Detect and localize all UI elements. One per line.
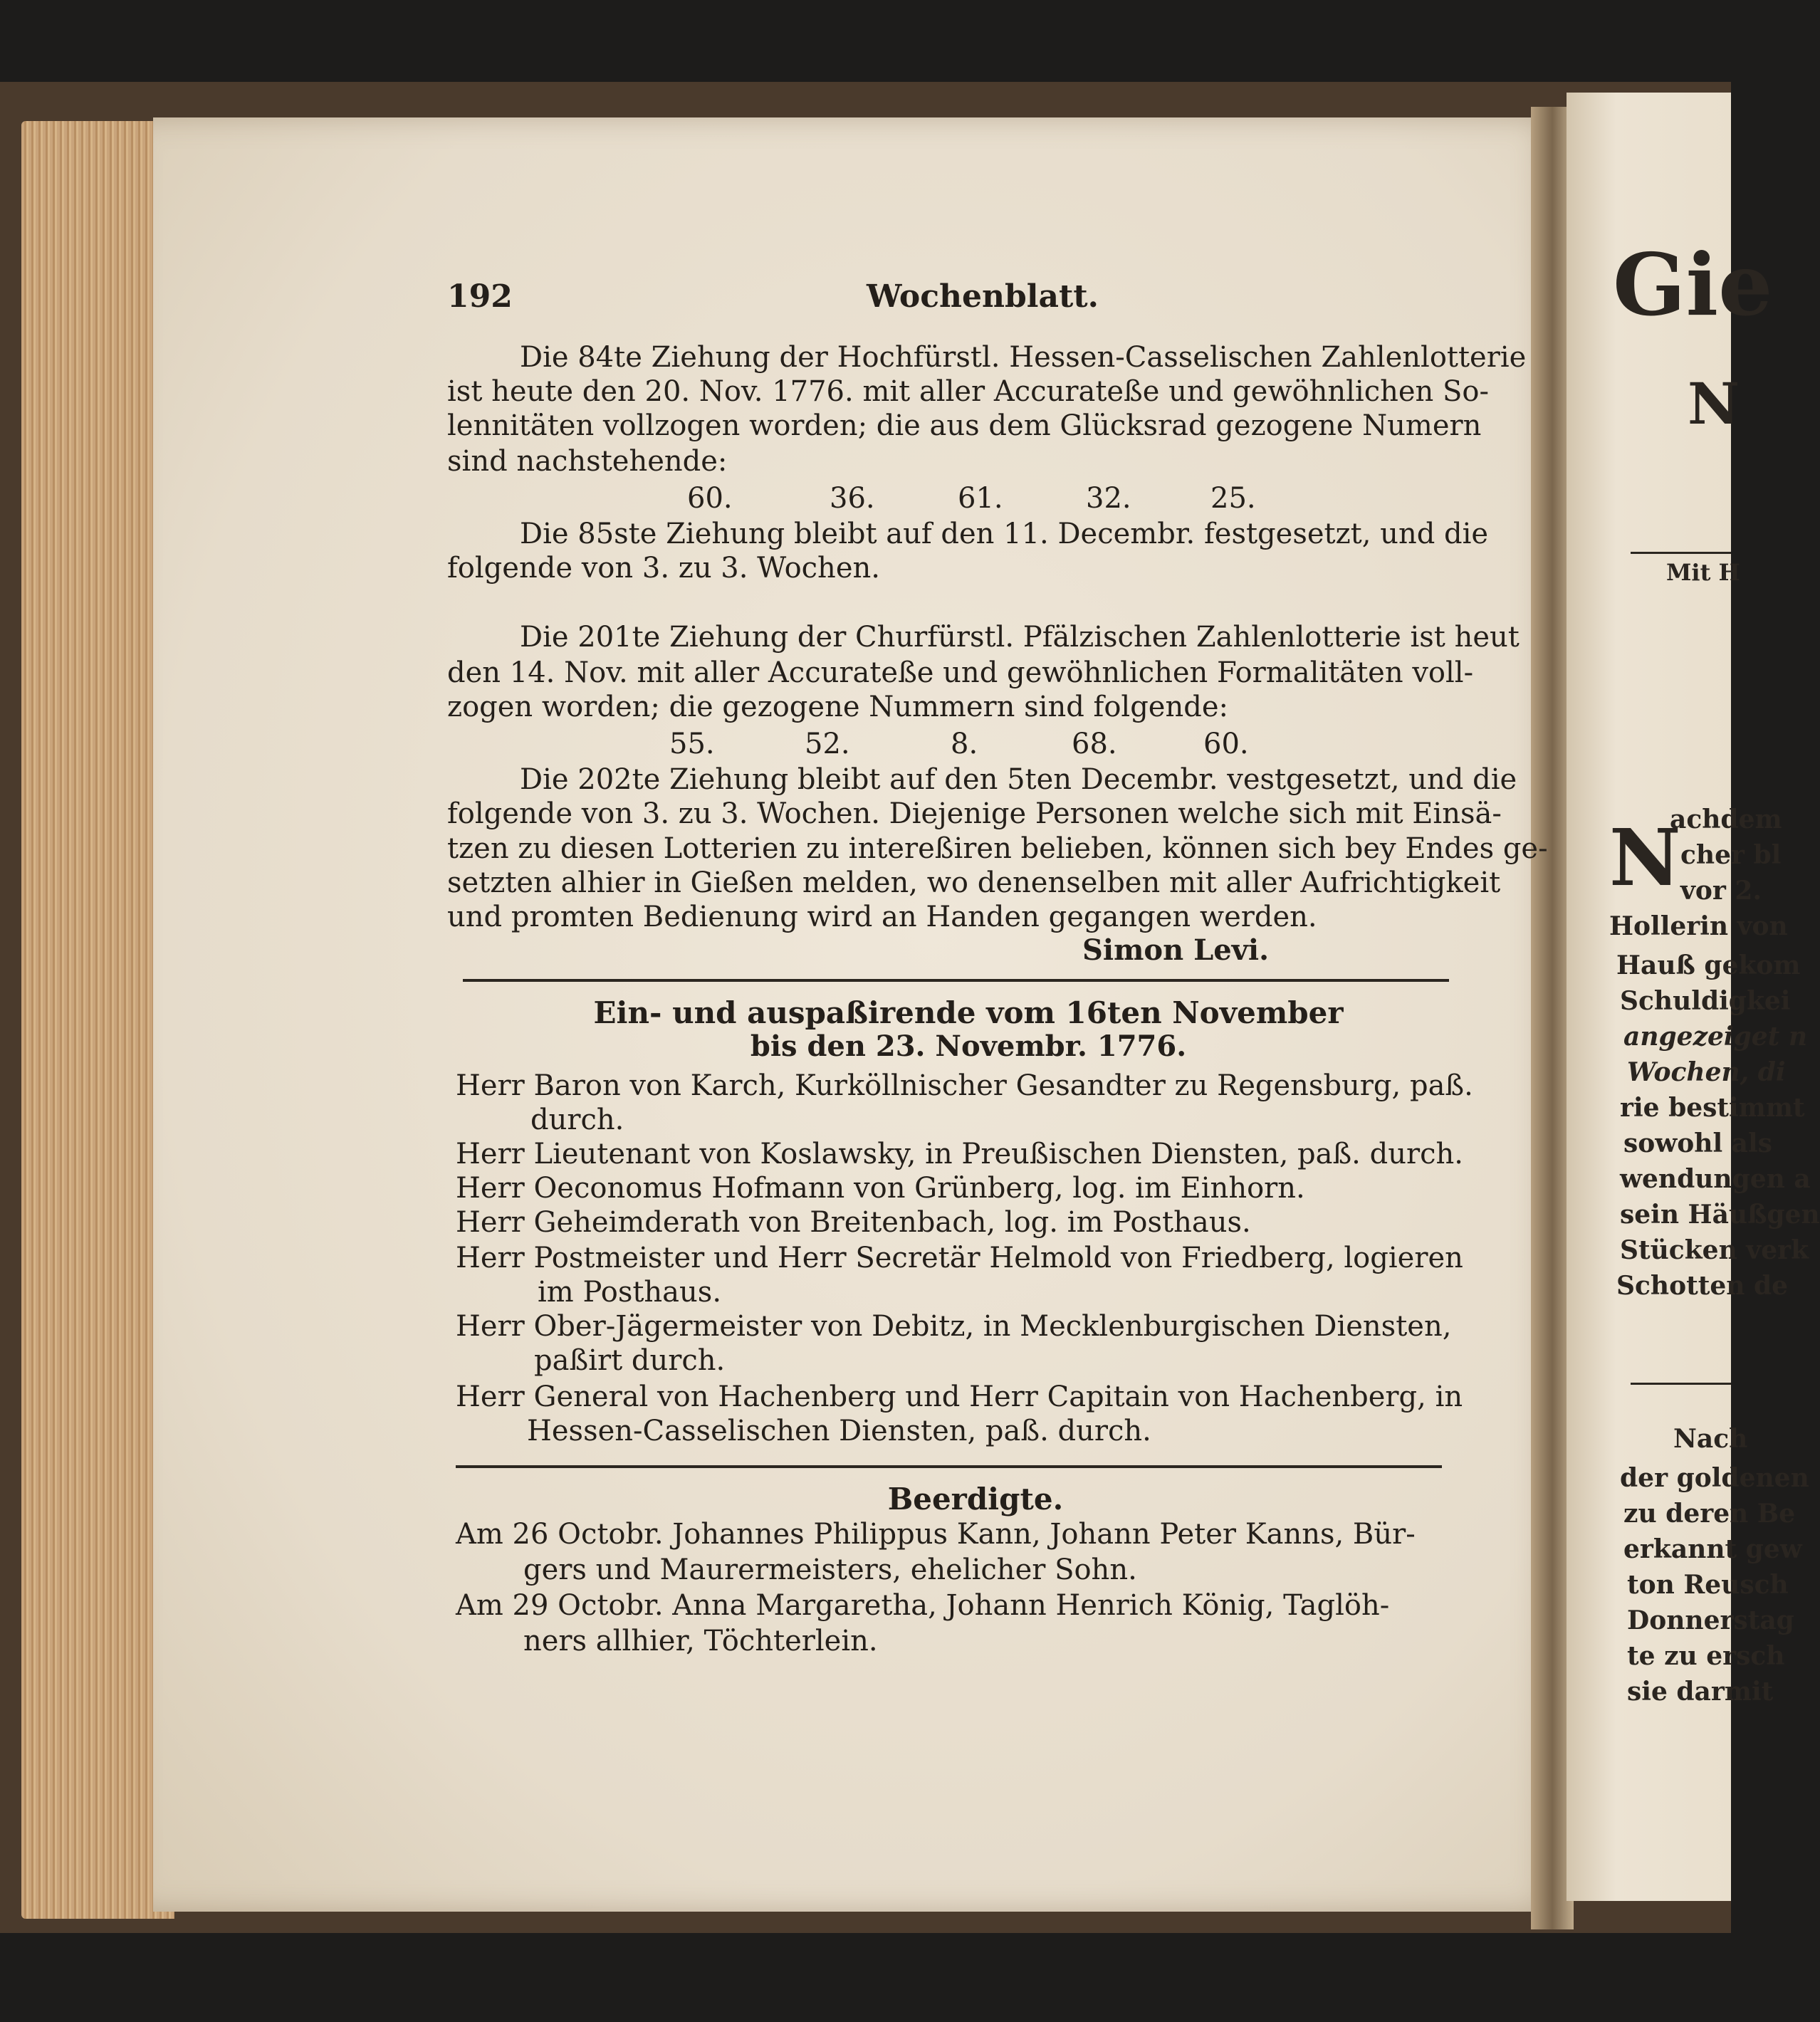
drawn-number: 68.	[1072, 728, 1117, 760]
divider	[456, 1465, 1442, 1468]
list-item: durch.	[530, 1104, 624, 1136]
list-item: Herr Postmeister und Herr Secretär Helmold von Friedberg, logieren	[456, 1242, 1463, 1274]
right-page-fragment: Wochen, di	[1627, 1057, 1786, 1087]
drawn-number: 8.	[951, 728, 978, 760]
section-heading: Ein- und auspaßirende vom 16ten November	[593, 995, 1344, 1030]
drawn-number: 60.	[687, 482, 733, 515]
divider	[463, 979, 1449, 982]
paragraph-line: Die 84te Ziehung der Hochfürstl. Hessen-Casselischen Zahlenlotterie	[520, 341, 1527, 374]
list-item: Herr Ober-Jägermeister von Debitz, in Mecklenburgischen Diensten,	[456, 1310, 1452, 1343]
drawn-number: 61.	[958, 482, 1003, 515]
list-item: Am 29 Octobr. Anna Margaretha, Johann Henrich König, Taglöh-	[456, 1589, 1390, 1622]
right-page-fragment: Schuldigkei	[1620, 986, 1791, 1016]
paragraph-line: Die 201te Ziehung der Churfürstl. Pfälzischen Zahlenlotterie ist heut	[520, 621, 1520, 654]
right-page-fragment: sie darmit	[1627, 1677, 1774, 1707]
page-number: 192	[447, 278, 513, 315]
right-page-initial: N	[1609, 812, 1681, 903]
drawn-number: 32.	[1086, 482, 1131, 515]
right-page-fragment: zu deren Be	[1623, 1499, 1796, 1529]
drawn-number: 55.	[669, 728, 715, 760]
paragraph-line: sind nachstehende:	[447, 445, 728, 478]
paragraph-line: folgende von 3. zu 3. Wochen. Diejenige Personen welche sich mit Einsä-	[447, 797, 1502, 830]
right-page-fragment: Hauß gekom	[1616, 950, 1801, 980]
page-title: Wochenblatt.	[867, 278, 1099, 315]
paragraph-line: Die 202te Ziehung bleibt auf den 5ten Decembr. vestgesetzt, und die	[520, 763, 1517, 796]
right-page-fragment: Stücken verk	[1620, 1235, 1809, 1265]
paragraph-line: Die 85ste Ziehung bleibt auf den 11. Decembr. festgesetzt, und die	[520, 518, 1489, 550]
right-page-fragment: Nach	[1673, 1424, 1748, 1454]
right-page-fragment: te zu ersch	[1627, 1641, 1785, 1671]
right-page-fragment: Donnerstag	[1627, 1605, 1794, 1635]
drawn-number: 25.	[1210, 482, 1256, 515]
paragraph-line: und promten Bedienung wird an Handen gegangen werden.	[447, 901, 1317, 933]
right-page-fragment: sowohl als	[1623, 1128, 1772, 1158]
section-heading: Beerdigte.	[887, 1482, 1064, 1516]
list-item: Herr Baron von Karch, Kurköllnischer Gesandter zu Regensburg, paß.	[456, 1069, 1473, 1102]
list-item: ners allhier, Töchterlein.	[523, 1625, 878, 1657]
right-page-fragment: ton Reusch	[1627, 1570, 1789, 1600]
list-item: gers und Maurermeisters, ehelicher Sohn.	[523, 1554, 1137, 1586]
paragraph-line: den 14. Nov. mit aller Accurateße und gewöhnlichen Formalitäten voll-	[447, 656, 1474, 689]
list-item: paßirt durch.	[534, 1344, 726, 1377]
paragraph-line: folgende von 3. zu 3. Wochen.	[447, 552, 880, 585]
list-item: Herr General von Hachenberg und Herr Capitain von Hachenberg, in	[456, 1381, 1463, 1413]
right-page-fragment: vor 2.	[1680, 876, 1762, 906]
drawn-number: 60.	[1203, 728, 1249, 760]
list-item: im Posthaus.	[538, 1276, 722, 1309]
right-page-fragment: Schotten de	[1616, 1271, 1789, 1301]
list-item: Herr Lieutenant von Koslawsky, in Preußischen Diensten, paß. durch.	[456, 1138, 1463, 1170]
paragraph-line: tzen zu diesen Lotterien zu intereßiren belieben, können sich bey Endes ge-	[447, 832, 1548, 865]
right-page-fragment: erkannt gew	[1623, 1534, 1802, 1564]
signature: Simon Levi.	[1082, 933, 1270, 967]
paragraph-line: ist heute den 20. Nov. 1776. mit aller Accurateße und gewöhnlichen So-	[447, 375, 1490, 408]
list-item: Am 26 Octobr. Johannes Philippus Kann, Johann Peter Kanns, Bür-	[456, 1518, 1416, 1551]
drawn-number: 36.	[830, 482, 875, 515]
right-page-title-fragment: Gie	[1613, 235, 1773, 335]
right-page-fragment: cher bl	[1680, 840, 1782, 870]
list-item: Herr Oeconomus Hofmann von Grünberg, log. im Einhorn.	[456, 1172, 1305, 1205]
right-page-fragment: wendungen a	[1620, 1164, 1811, 1194]
drawn-number: 52.	[805, 728, 850, 760]
right-page-fragment: Hollerin von	[1609, 911, 1788, 941]
right-page-subtitle-fragment: N	[1688, 370, 1740, 437]
right-page-fragment: achdem	[1670, 805, 1782, 834]
paragraph-line: setzten alhier in Gießen melden, wo denenselben mit aller Aufrichtigkeit	[447, 866, 1501, 899]
right-page-fragment: angezeiget n	[1623, 1022, 1808, 1052]
list-item: Hessen-Casselischen Diensten, paß. durch.	[527, 1415, 1151, 1447]
section-subheading: bis den 23. Novembr. 1776.	[750, 1030, 1187, 1063]
paragraph-line: lennitäten vollzogen worden; die aus dem Glücksrad gezogene Numern	[447, 409, 1482, 442]
list-item: Herr Geheimderath von Breitenbach, log. im Posthaus.	[456, 1206, 1251, 1239]
right-page-fragment: Mit H	[1666, 559, 1740, 586]
paragraph-line: zogen worden; die gezogene Nummern sind folgende:	[447, 691, 1228, 723]
right-page-fragment: der goldenen	[1620, 1463, 1809, 1493]
right-page-fragment: rie bestimmt	[1620, 1093, 1805, 1123]
right-page-fragment: sein Häußgen	[1620, 1200, 1820, 1230]
